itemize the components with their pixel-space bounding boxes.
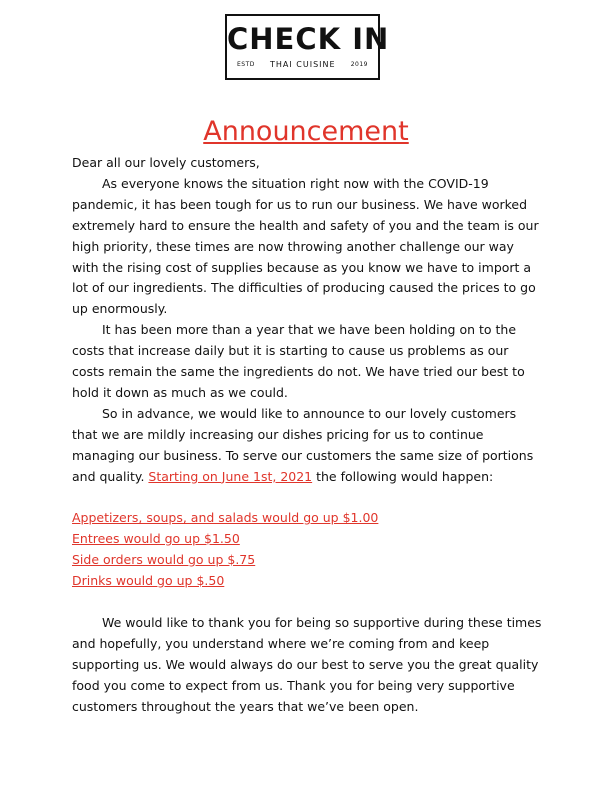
- paragraph-covid: As everyone knows the situation right now with the COVID-19 pandemic, it has been tough for us to run our business. We have worked extremely hard to ensure the health and safety of you and the team is our high priority, these times are now throwing another challenge our way with the rising cost of supplies because as you know we have to import a lot of our ingredients. The difficulties of producing caused the prices to go up enormously.: [72, 175, 539, 317]
- paragraph-closing: We would like to thank you for being so supportive during these times and hopefully, you understand where we’re coming from and keep supporting us. We would always do our best to serve you the great quality food you come to expect from us. Thank you for being very supportive customers throughout the years that we’ve been open.: [72, 614, 542, 714]
- logo-subtitle-row: [237, 60, 368, 69]
- logo-year-left: ESTD: [237, 61, 255, 68]
- pricing-text-after: the following would happen:: [312, 468, 494, 484]
- paragraph-pricing: [72, 404, 542, 488]
- price-change-item: Entrees would go up $1.50: [72, 531, 240, 547]
- price-change-list: [72, 508, 542, 592]
- announcement-body: [72, 153, 542, 717]
- pricing-text-before: So in advance, we would like to announce to our lovely customers that we are mildly increasing our dishes pricing for us to continue managing our business. To serve our customers the same size of portions and quality.: [72, 405, 534, 484]
- greeting: Dear all our lovely customers,: [72, 155, 260, 170]
- restaurant-logo: [225, 14, 390, 80]
- announcement-title: Announcement: [203, 116, 409, 147]
- logo-brand-name: CHECK IN: [227, 22, 390, 56]
- logo-year-right: 2019: [350, 61, 368, 68]
- price-change-item: Drinks would go up $.50: [72, 573, 225, 589]
- price-change-item: Side orders would go up $.75: [72, 552, 256, 568]
- logo-subtitle: THAI CUISINE: [270, 60, 336, 69]
- paragraph-costs: It has been more than a year that we have been holding on to the costs that increase daily but it is starting to cause us problems as our costs remain the same the ingredients do not. We have tried our best to hold it down as much as we could.: [72, 322, 525, 400]
- effective-date: Starting on June 1st, 2021: [148, 468, 313, 484]
- price-change-item: Appetizers, soups, and salads would go up $1.00: [72, 510, 379, 526]
